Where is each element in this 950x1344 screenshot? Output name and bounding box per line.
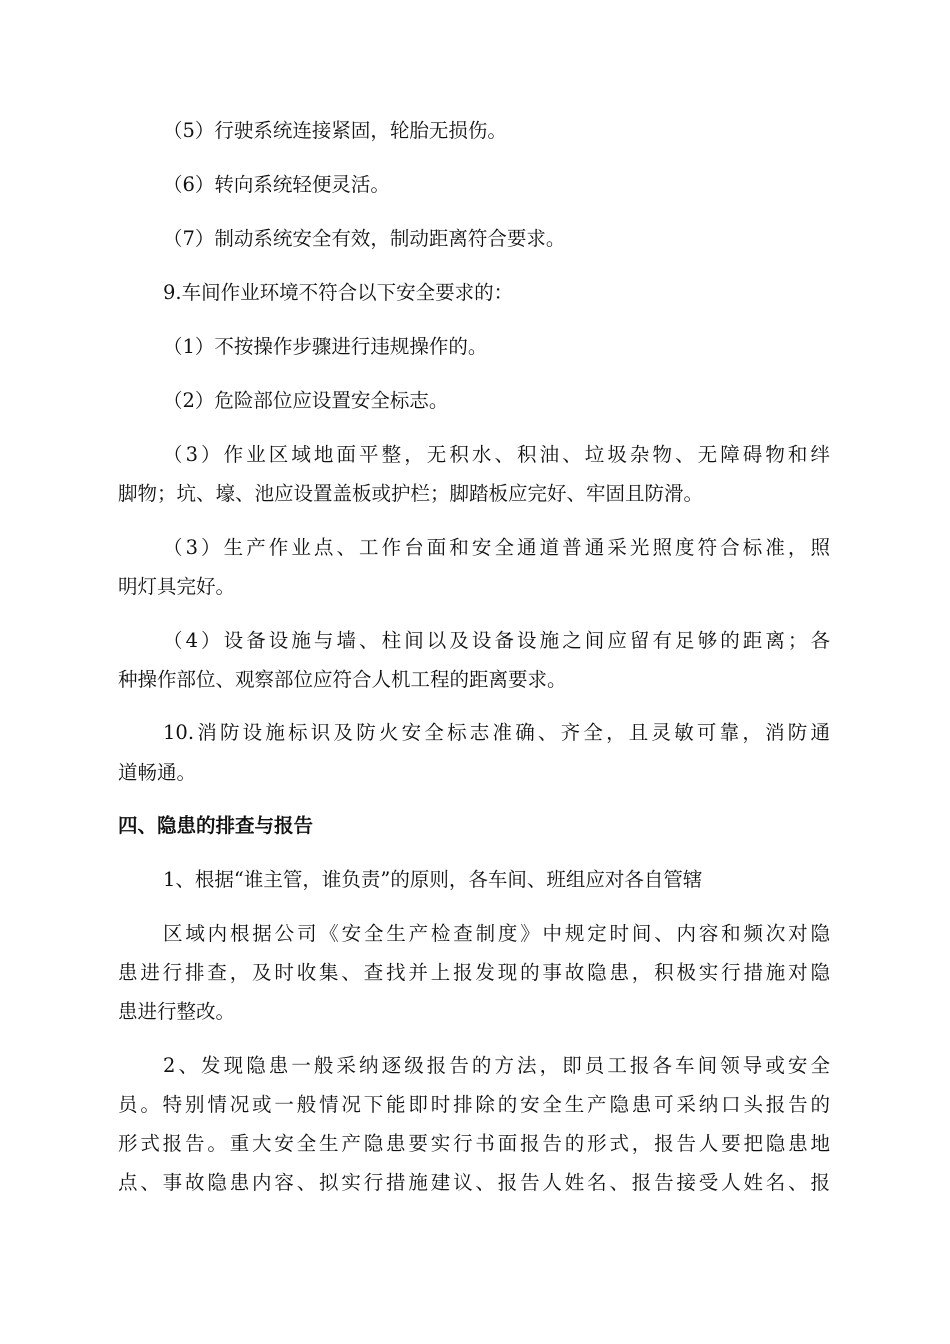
paragraph-item-6: （6）转向系统轻便灵活。	[163, 173, 390, 196]
section-paragraph-2-line-3: 形式报告。重大安全生产隐患要实行书面报告的形式，报告人要把隐患地	[118, 1132, 830, 1155]
section-paragraph-1b-line-2: 患进行排查，及时收集、查找并上报发现的事故隐患，积极实行措施对隐	[118, 961, 830, 984]
paragraph-sub-2: （2）危险部位应设置安全标志。	[163, 389, 449, 412]
paragraph-sub-3b-line-2: 明灯具完好。	[118, 575, 236, 598]
paragraph-sub-3b-line-1: （3）生产作业点、工作台面和安全通道普通采光照度符合标准，照	[163, 536, 830, 559]
paragraph-item-10-line-1: 10.消防设施标识及防火安全标志准确、齐全，且灵敏可靠，消防通	[163, 721, 830, 744]
section-paragraph-2-line-4: 点、事故隐患内容、拟实行措施建议、报告人姓名、报告接受人姓名、报	[118, 1171, 830, 1194]
section-paragraph-1: 1、根据“谁主管，谁负责”的原则，各车间、班组应对各自管辖	[163, 868, 703, 891]
paragraph-sub-4-line-2: 种操作部位、观察部位应符合人机工程的距离要求。	[118, 668, 567, 691]
paragraph-item-10-line-2: 道畅通。	[118, 761, 197, 784]
paragraph-sub-1: （1）不按操作步骤进行违规操作的。	[163, 335, 488, 358]
section-paragraph-2-line-2: 员。特别情况或一般情况下能即时排除的安全生产隐患可采纳口头报告的	[118, 1093, 830, 1116]
section-paragraph-1b-line-1: 区域内根据公司《安全生产检查制度》中规定时间、内容和频次对隐	[163, 922, 830, 945]
section-paragraph-2-line-1: 2、发现隐患一般采纳逐级报告的方法，即员工报各车间领导或安全	[163, 1054, 830, 1077]
paragraph-item-5: （5）行驶系统连接紧固，轮胎无损伤。	[163, 119, 507, 142]
section-heading: 四、隐患的排查与报告	[118, 814, 314, 837]
paragraph-sub-4-line-1: （4）设备设施与墙、柱间以及设备设施之间应留有足够的距离；各	[163, 629, 830, 652]
paragraph-item-9: 9.车间作业环境不符合以下安全要求的：	[163, 281, 514, 304]
section-paragraph-1b-line-3: 患进行整改。	[118, 1000, 236, 1023]
paragraph-sub-3a-line-1: （3）作业区域地面平整，无积水、积油、垃圾杂物、无障碍物和绊	[163, 443, 830, 466]
paragraph-sub-3a-line-2: 脚物；坑、壕、池应设置盖板或护栏；脚踏板应完好、牢固且防滑。	[118, 482, 704, 505]
paragraph-item-7: （7）制动系统安全有效，制动距离符合要求。	[163, 227, 566, 250]
